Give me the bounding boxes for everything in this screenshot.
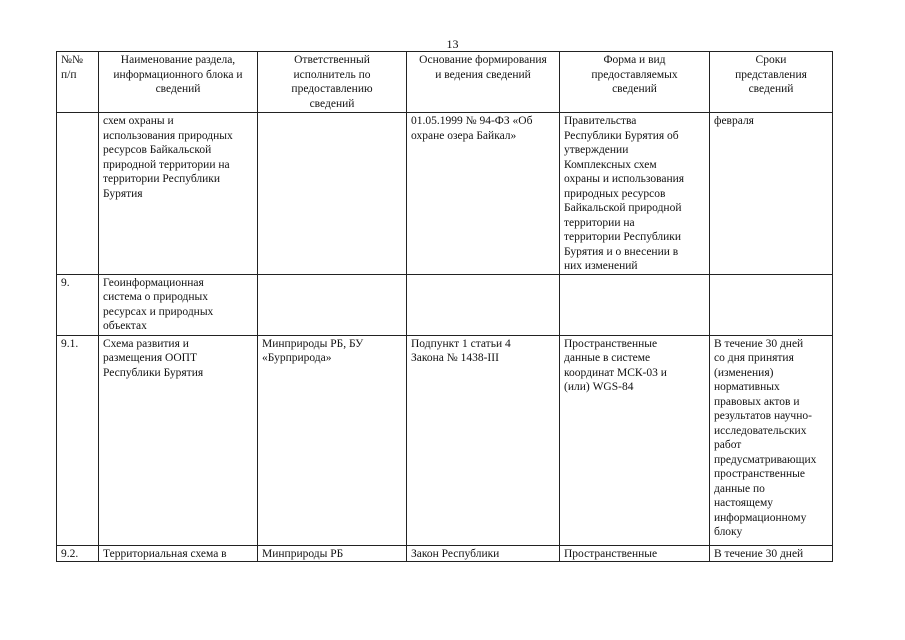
cell-deadline xyxy=(710,274,833,335)
cell-responsible: Минприроды РБ, БУ «Бурприрода» xyxy=(258,335,407,545)
cell-number xyxy=(57,113,99,275)
header-deadline: Сроки представления сведений xyxy=(710,52,833,113)
cell-section-name: Геоинформационная система о природных ресурсах и природных объектах xyxy=(99,274,258,335)
table-row xyxy=(57,113,833,275)
cell-form: Пространственные данные в системе координат МСК-03 и (или) WGS-84 xyxy=(560,335,710,545)
cell-form: Пространственные xyxy=(560,545,710,562)
cell-basis: Закон Республики xyxy=(407,545,560,562)
table-row xyxy=(57,335,833,545)
table-header-row xyxy=(57,52,833,113)
header-form: Форма и вид предоставляемых сведений xyxy=(560,52,710,113)
cell-form: Правительства Республики Бурятия об утверждении Комплексных схем охраны и использования природных ресурсов Байкальской природной территории на территории Республики Бурятия и о внесении в них изменений xyxy=(560,113,710,275)
header-basis: Основание формирования и ведения сведений xyxy=(407,52,560,113)
cell-basis: Подпункт 1 статьи 4 Закона № 1438-III xyxy=(407,335,560,545)
cell-number: 9.2. xyxy=(57,545,99,562)
table-row xyxy=(57,274,833,335)
header-responsible: Ответственный исполнитель по предоставлению сведений xyxy=(258,52,407,113)
cell-section-name: Схема развития и размещения ООПТ Республики Бурятия xyxy=(99,335,258,545)
cell-number: 9. xyxy=(57,274,99,335)
cell-deadline: В течение 30 дней xyxy=(710,545,833,562)
header-number: №№ п/п xyxy=(57,52,99,113)
cell-deadline: В течение 30 дней со дня принятия (изменения) нормативных правовых актов и результатов научно- исследовательских работ предусматривающих пространственные данные по настоящему информационному блоку xyxy=(710,335,833,545)
table-row xyxy=(57,545,833,562)
cell-section-name: Территориальная схема в xyxy=(99,545,258,562)
header-section-name: Наименование раздела, информационного блока и сведений xyxy=(99,52,258,113)
cell-deadline: февраля xyxy=(710,113,833,275)
cell-responsible xyxy=(258,274,407,335)
cell-basis: 01.05.1999 № 94-ФЗ «Об охране озера Байкал» xyxy=(407,113,560,275)
document-table xyxy=(56,51,833,562)
cell-number: 9.1. xyxy=(57,335,99,545)
page-number: 13 xyxy=(446,37,459,51)
cell-responsible xyxy=(258,113,407,275)
cell-section-name: схем охраны и использования природных ресурсов Байкальской природной территории на территории Республики Бурятия xyxy=(99,113,258,275)
cell-responsible: Минприроды РБ xyxy=(258,545,407,562)
cell-form xyxy=(560,274,710,335)
cell-basis xyxy=(407,274,560,335)
